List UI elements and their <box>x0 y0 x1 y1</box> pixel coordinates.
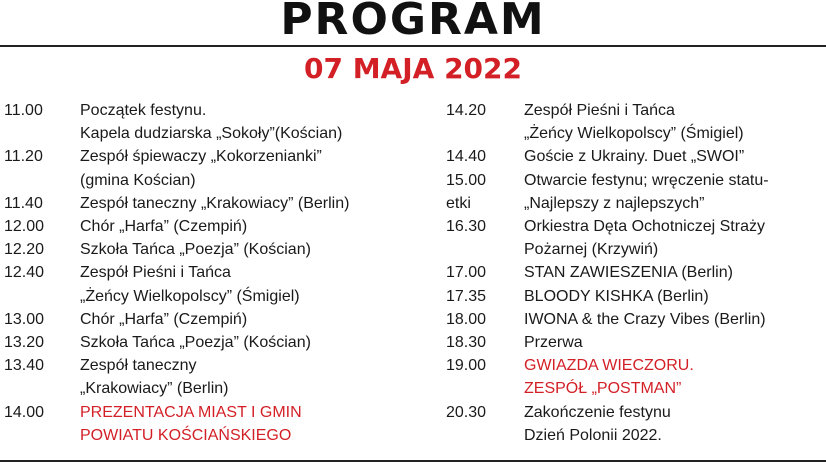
schedule-row <box>446 308 822 331</box>
schedule-description: Zespół taneczny „Krakowiacy” (Berlin) <box>80 194 350 212</box>
schedule-description-highlight: POWIATU KOŚCIAŃSKIEGO <box>80 426 292 444</box>
schedule-time: 12.20 <box>4 241 45 259</box>
program-right-column <box>446 99 822 447</box>
schedule-row <box>446 122 822 145</box>
schedule-description: Otwarcie festynu; wręczenie statu- <box>524 171 769 189</box>
schedule-time: 11.40 <box>4 194 43 212</box>
schedule-description-highlight: ZESPÓŁ „POSTMAN” <box>524 380 682 398</box>
schedule-time: 13.00 <box>4 310 45 328</box>
schedule-row <box>4 145 424 168</box>
schedule-time: 19.00 <box>446 357 487 375</box>
schedule-row <box>4 261 424 284</box>
schedule-row <box>446 169 822 192</box>
schedule-description: Zespół Pieśni i Tańca <box>524 102 675 119</box>
schedule-description: Zakończenie festynu <box>524 403 671 421</box>
schedule-time: 11.00 <box>4 102 43 119</box>
event-date: 07 MAJA 2022 <box>303 52 522 85</box>
schedule-time: 15.00 <box>446 171 487 189</box>
schedule-time: 14.20 <box>446 102 487 119</box>
schedule-time: 17.35 <box>446 287 487 305</box>
schedule-time <box>446 238 524 261</box>
schedule-time: 14.40 <box>446 148 487 166</box>
schedule-time: 11.20 <box>4 148 43 166</box>
schedule-time <box>446 377 524 400</box>
schedule-description: „Krakowiacy” (Berlin) <box>80 380 229 398</box>
schedule-description: „Żeńcy Wielkopolscy” (Śmigiel) <box>80 287 300 305</box>
schedule-description: Szkoła Tańca „Poezja” (Kościan) <box>80 241 311 259</box>
page-title: PROGRAM <box>280 0 546 45</box>
schedule-description: Kapela dudziarska „Sokoły”(Kościan) <box>80 125 343 143</box>
schedule-description: Szkoła Tańca „Poezja” (Kościan) <box>80 334 311 352</box>
schedule-time: 13.40 <box>4 357 45 375</box>
schedule-time: 12.40 <box>4 264 45 282</box>
schedule-row <box>4 424 424 447</box>
schedule-row <box>4 331 424 354</box>
schedule-row <box>4 215 424 238</box>
schedule-row <box>446 354 822 377</box>
schedule-time: 14.00 <box>4 403 45 421</box>
schedule-description: Zespół taneczny <box>80 357 197 375</box>
schedule-description-highlight: GWIAZDA WIECZORU. <box>524 357 694 375</box>
schedule-row <box>4 99 424 122</box>
schedule-time <box>446 424 524 447</box>
schedule-row <box>4 285 424 308</box>
schedule-description: BLOODY KISHKA (Berlin) <box>524 287 709 305</box>
schedule-time: etki <box>446 194 471 212</box>
schedule-time <box>4 285 80 308</box>
schedule-time <box>446 122 524 145</box>
schedule-description: Chór „Harfa” (Czempiń) <box>80 310 248 328</box>
schedule-description: Chór „Harfa” (Czempiń) <box>80 218 248 236</box>
schedule-row <box>446 377 822 400</box>
schedule-time: 13.20 <box>4 334 45 352</box>
schedule-row <box>446 192 822 215</box>
schedule-description: Goście z Ukrainy. Duet „SWOI” <box>524 148 745 166</box>
schedule-time: 18.00 <box>446 310 487 328</box>
schedule-row <box>4 238 424 261</box>
schedule-row <box>4 401 424 424</box>
schedule-time: 18.30 <box>446 334 487 352</box>
schedule-row <box>4 308 424 331</box>
schedule-time: 16.30 <box>446 218 487 236</box>
schedule-description: Pożarnej (Krzywiń) <box>524 241 659 259</box>
schedule-description: Przerwa <box>524 334 583 352</box>
schedule-row <box>4 377 424 400</box>
top-divider <box>0 45 826 47</box>
schedule-description: „Najlepszy z najlepszych” <box>524 194 705 212</box>
schedule-description: (gmina Kościan) <box>80 171 196 189</box>
schedule-row <box>446 285 822 308</box>
schedule-row <box>446 401 822 424</box>
schedule-time: 12.00 <box>4 218 45 236</box>
schedule-time <box>4 377 80 400</box>
schedule-time <box>4 169 80 192</box>
schedule-time <box>4 122 80 145</box>
schedule-description: Orkiestra Dęta Ochotniczej Straży <box>524 218 765 236</box>
schedule-time: 20.30 <box>446 403 487 421</box>
schedule-row <box>446 99 822 122</box>
schedule-time <box>4 424 80 447</box>
schedule-description: Początek festynu. <box>80 102 207 119</box>
program-left-column <box>4 99 424 447</box>
schedule-row <box>4 354 424 377</box>
schedule-row <box>4 169 424 192</box>
schedule-description: IWONA & the Crazy Vibes (Berlin) <box>524 310 766 328</box>
schedule-description: Dzień Polonii 2022. <box>524 426 662 444</box>
schedule-description: Zespół śpiewaczy „Kokorzenianki” <box>80 148 322 166</box>
schedule-description: STAN ZAWIESZENIA (Berlin) <box>524 264 733 282</box>
schedule-time: 17.00 <box>446 264 487 282</box>
schedule-description: „Żeńcy Wielkopolscy” (Śmigiel) <box>524 125 744 143</box>
schedule-row <box>4 192 424 215</box>
schedule-row <box>446 261 822 284</box>
schedule-description-highlight: PREZENTACJA MIAST I GMIN <box>80 403 302 421</box>
schedule-row <box>446 331 822 354</box>
schedule-row <box>4 122 424 145</box>
schedule-row <box>446 145 822 168</box>
bottom-divider <box>0 460 826 462</box>
schedule-row <box>446 215 822 238</box>
schedule-row <box>446 424 822 447</box>
schedule-row <box>446 238 822 261</box>
schedule-description: Zespół Pieśni i Tańca <box>80 264 231 282</box>
